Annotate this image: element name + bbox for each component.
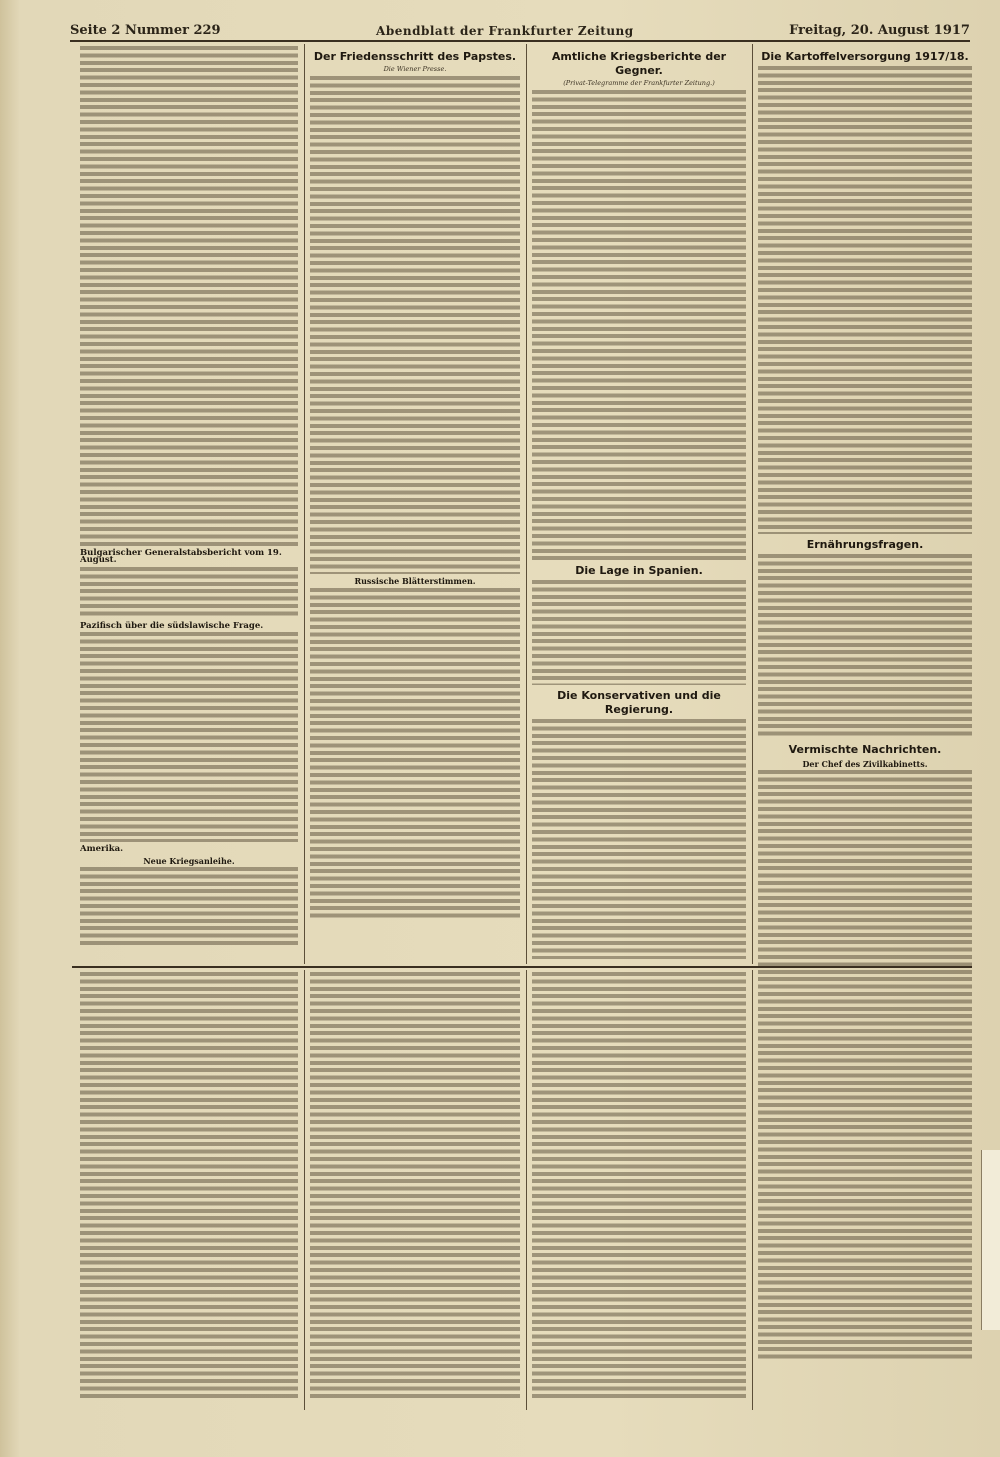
subhead-russische-blaetter: Russische Blätterstimmen.: [354, 576, 476, 587]
column-3: [532, 46, 746, 964]
headline-amerika: Amerika.: [80, 844, 124, 855]
headline-vermischte: Vermischte Nachrichten.: [788, 743, 942, 756]
article-text: [532, 972, 746, 1400]
subhead-zivilkabinett: Der Chef des Zivilkabinetts.: [802, 759, 928, 769]
issue-date: Freitag, 20. August 1917: [789, 23, 970, 38]
headline-friedensschritt: Der Friedensschritt des Papstes.: [313, 50, 517, 63]
article-text: [758, 66, 972, 534]
feuilleton-column-3: [532, 972, 746, 1402]
headline-spanien: Die Lage in Spanien.: [575, 564, 703, 578]
subhead-privat-telegramme: (Privat-Telegramme der Frankfurter Zeitung.): [563, 79, 715, 87]
subhead-wiener-presse: Die Wiener Presse.: [383, 65, 447, 73]
feuilleton-column-1: [80, 972, 298, 1402]
article-text: [310, 76, 520, 574]
article-text: [80, 867, 298, 947]
article-text: [532, 90, 746, 560]
column-rule: [526, 44, 527, 964]
article-text: [80, 632, 298, 842]
column-rule: [304, 970, 305, 1410]
headline-kriegsberichte: Amtliche Kriegsberichte der Gegner.: [551, 50, 727, 77]
subhead-kriegsanleihe: Neue Kriegsanleihe.: [143, 855, 235, 866]
article-text: [758, 554, 972, 739]
article-text: [532, 719, 746, 959]
adjacent-page-edge: [981, 1150, 1000, 1330]
article-text: [532, 580, 746, 685]
masthead: [70, 18, 970, 42]
column-rule: [526, 970, 527, 1410]
page-number: Seite 2 Nummer 229: [70, 23, 221, 38]
article-text: [310, 588, 520, 918]
article-text: [80, 46, 298, 546]
feuilleton-column-2: [310, 972, 520, 1402]
column-2: [310, 46, 520, 964]
newspaper-title: Abendblatt der Frankfurter Zeitung: [376, 24, 634, 38]
column-1: [80, 46, 298, 964]
headline-konservativen: Die Konservativen und die Regierung.: [557, 689, 721, 717]
article-text: [310, 972, 520, 1400]
headline-kartoffelversorgung: Die Kartoffelversorgung 1917/18.: [761, 50, 969, 63]
article-text: [758, 770, 972, 1360]
headline-pazifism: Pazifisch über die südslawische Frage.: [80, 620, 264, 631]
column-4: [758, 46, 972, 1406]
article-text: [80, 567, 298, 619]
column-rule: [304, 44, 305, 964]
headline-bulgarian-report: Bulgarischer Generalstabsbericht vom 19. August.: [80, 548, 282, 566]
headline-ernaehrungsfragen: Ernährungsfragen.: [806, 538, 924, 551]
column-rule: [752, 970, 753, 1410]
column-rule: [752, 44, 753, 964]
article-text: [80, 972, 298, 1400]
